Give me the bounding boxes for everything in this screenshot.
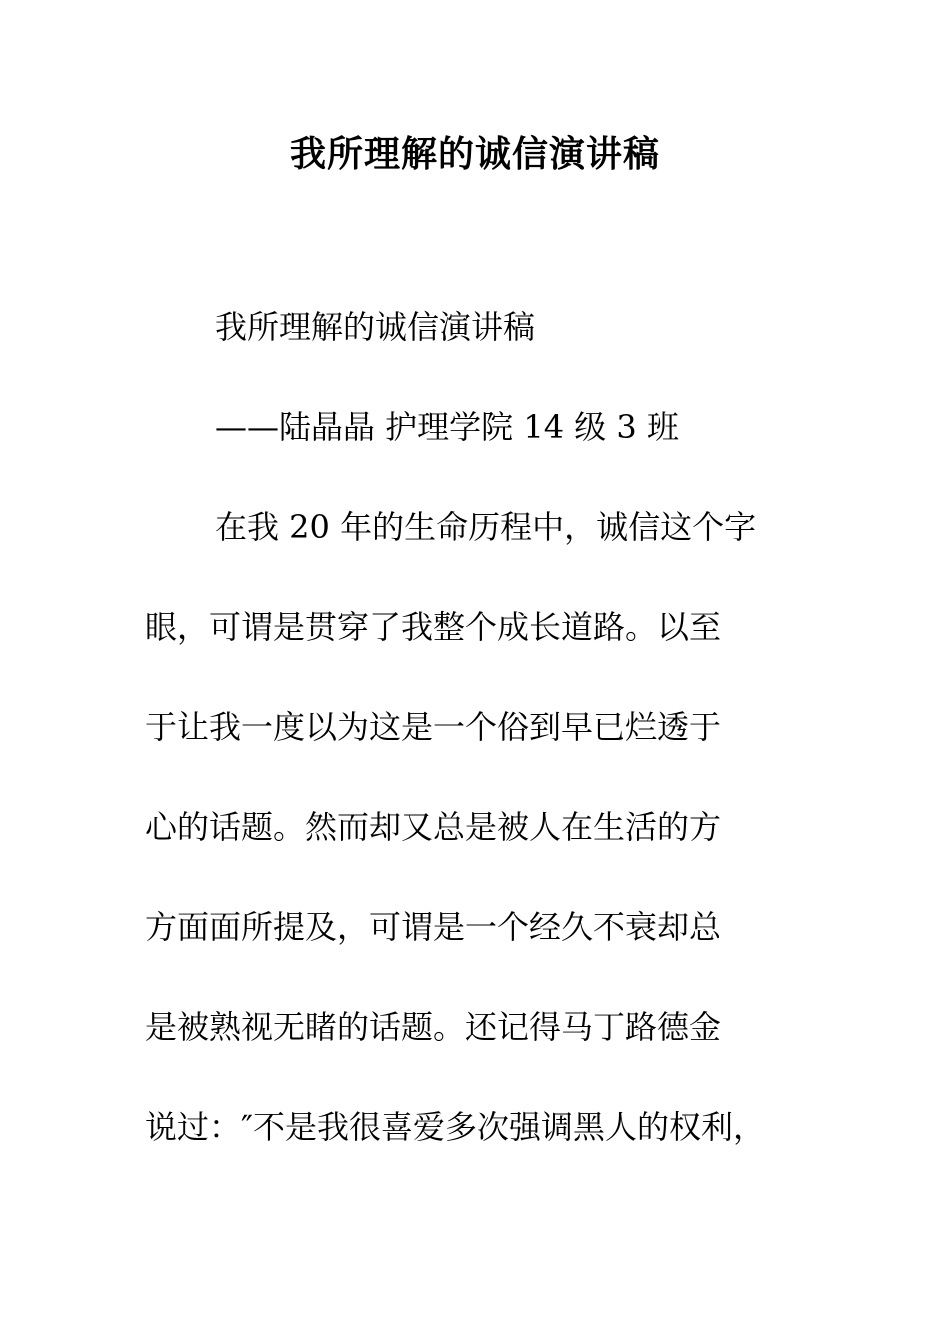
body-line: 方面面所提及，可谓是一个经久不衰却总	[145, 908, 722, 946]
author-byline: ——陆晶晶 护理学院 14 级 3 班	[215, 408, 679, 446]
body-line: 于让我一度以为这是一个俗到早已烂透于	[145, 708, 722, 746]
body-line: 眼，可谓是贯穿了我整个成长道路。以至	[145, 608, 722, 646]
body-line: 心的话题。然而却又总是被人在生活的方	[145, 808, 722, 846]
body-line: 是被熟视无睹的话题。还记得马丁路德金	[145, 1008, 722, 1046]
body-line: 在我 20 年的生命历程中，诚信这个字	[215, 508, 757, 546]
document-title: 我所理解的诚信演讲稿	[289, 133, 660, 175]
speech-title: 我所理解的诚信演讲稿	[215, 308, 536, 346]
body-line: 说过：″不是我很喜爱多次强调黑人的权利，	[145, 1108, 765, 1146]
